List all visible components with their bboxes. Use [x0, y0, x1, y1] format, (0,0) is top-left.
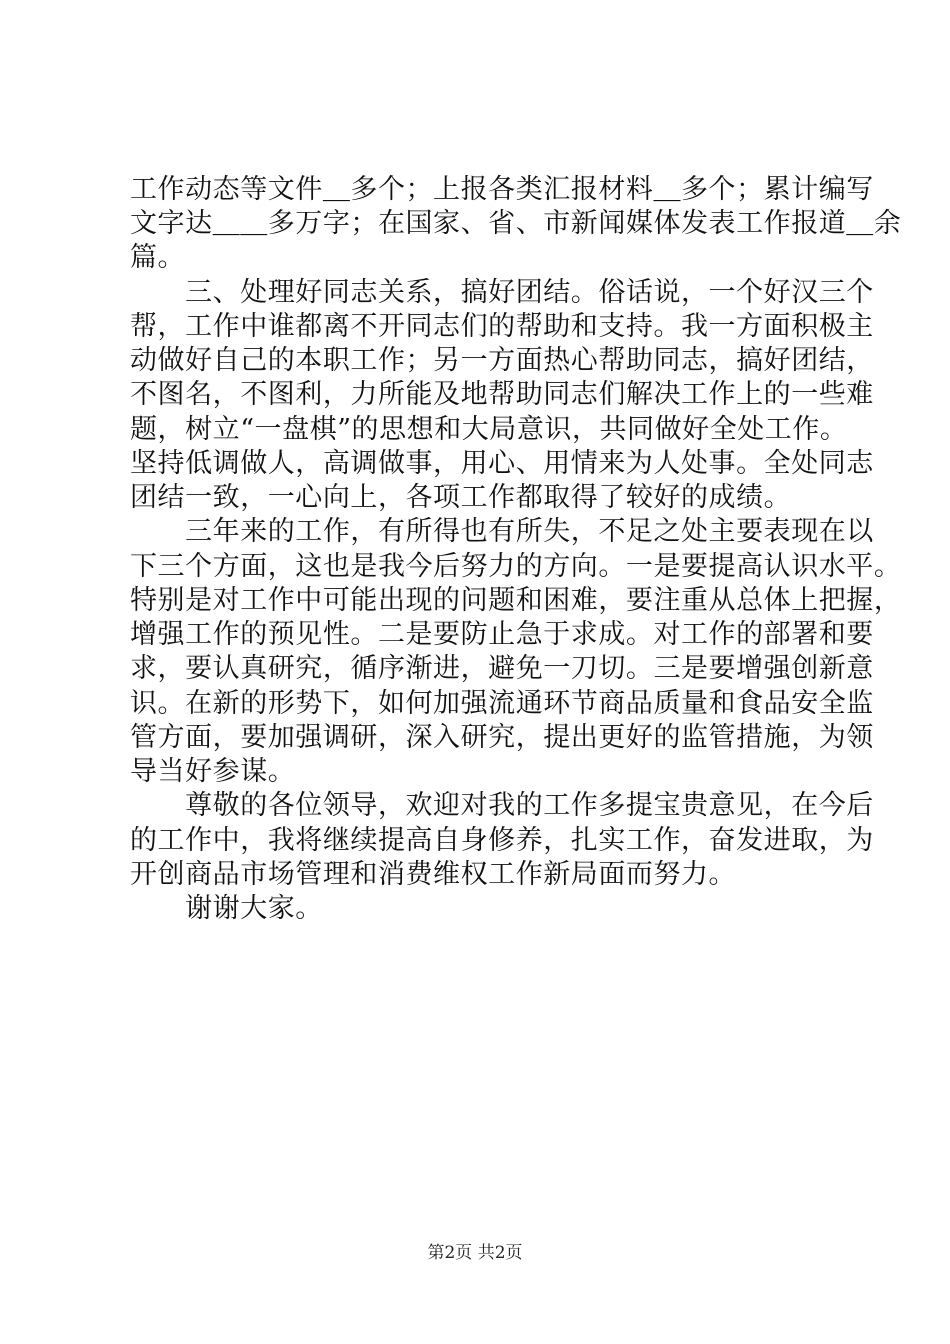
paragraph-closing-start: 尊敬的各位领导，欢迎对我的工作多提宝贵意见，在今后 [130, 790, 874, 821]
text-line: 的工作中，我将继续提高自身修养，扎实工作，奋发进取，为 [130, 825, 874, 856]
text-line: 文字达＿＿多万字；在国家、省、市新闻媒体发表工作报道＿余 [130, 208, 902, 239]
text-line: 管方面，要加强调研，深入研究，提出更好的监管措施，为领 [130, 722, 874, 753]
text-line: 工作动态等文件＿多个；上报各类汇报材料＿多个；累计编写 [130, 174, 874, 205]
text-line: 帮，工作中谁都离不开同志们的帮助和支持。我一方面积极主 [130, 311, 874, 342]
text-line: 坚持低调做人，高调做事，用心、用情来为人处事。全处同志 [130, 448, 874, 479]
text-line: 开创商品市场管理和消费维权工作新局面而努力。 [130, 859, 737, 890]
text-line: 团结一致，一心向上，各项工作都取得了较好的成绩。 [130, 482, 792, 513]
text-line: 导当好参谋。 [130, 756, 296, 787]
text-line: 下三个方面，这也是我今后努力的方向。一是要提高认识水平。 [130, 551, 902, 582]
text-line: 不图名，不图利，力所能及地帮助同志们解决工作上的一些难 [130, 379, 874, 410]
text-line: 求，要认真研究，循序渐进，避免一刀切。三是要增强创新意 [130, 653, 874, 684]
page-number-footer: 第2页 共2页 [427, 1243, 523, 1263]
paragraph-3-start: 三、处理好同志关系，搞好团结。俗话说，一个好汉三个 [130, 277, 874, 308]
text-line: 识。在新的形势下，如何加强流通环节商品质量和食品安全监 [130, 688, 874, 719]
paragraph-shortcomings-start: 三年来的工作，有所得也有所失，不足之处主要表现在以 [130, 516, 874, 547]
text-line: 题，树立“一盘棋”的思想和大局意识，共同做好全处工作。 [130, 414, 848, 445]
thanks-line: 谢谢大家。 [130, 893, 323, 924]
text-line: 动做好自己的本职工作；另一方面热心帮助同志，搞好团结， [130, 345, 874, 376]
text-line: 特别是对工作中可能出现的问题和困难，要注重从总体上把握， [130, 585, 902, 616]
text-line: 篇。 [130, 242, 186, 273]
text-line: 增强工作的预见性。二是要防止急于求成。对工作的部署和要 [130, 619, 874, 650]
